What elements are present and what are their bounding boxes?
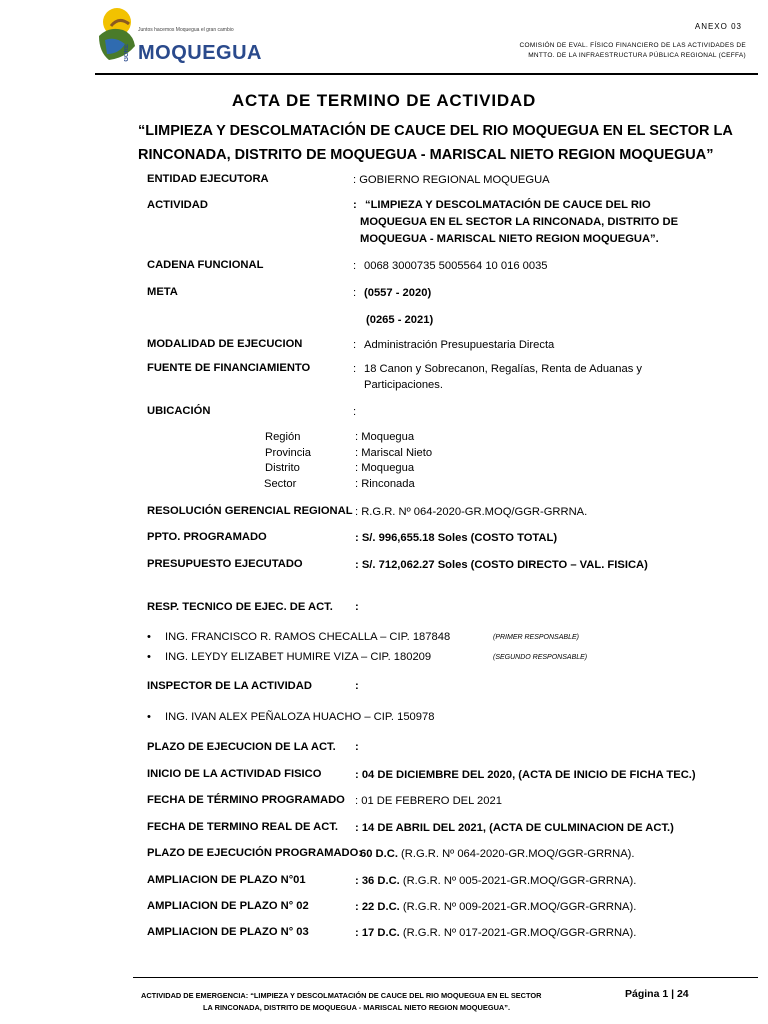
- resp-item-2: [147, 651, 431, 663]
- ppto-label: PPTO. PROGRAMADO: [147, 531, 267, 543]
- document-title: ACTA DE TERMINO DE ACTIVIDAD: [231, 91, 537, 110]
- amp2-days: : 22 D.C.: [355, 901, 400, 913]
- inspector-label: INSPECTOR DE LA ACTIVIDAD: [147, 680, 312, 692]
- inspector-1-name: ING. IVAN ALEX PEÑALOZA HUACHO – CIP. 150978: [165, 711, 435, 723]
- actividad-colon: :: [353, 199, 357, 211]
- region-value: : Moquegua: [355, 431, 415, 443]
- fecha-prog-label: FECHA DE TÉRMINO PROGRAMADO: [147, 794, 345, 806]
- amp2-label: AMPLIACION DE PLAZO N° 02: [147, 900, 309, 912]
- distrito-value: : Moquegua: [355, 462, 415, 474]
- footer-line-2: LA RINCONADA, DISTRITO DE MOQUEGUA - MARISCAL NIETO REGION MOQUEGUA”.: [203, 1003, 510, 1012]
- meta-colon: :: [353, 287, 357, 299]
- fuente-colon: :: [353, 363, 357, 375]
- cadena-label: CADENA FUNCIONAL: [147, 259, 264, 271]
- amp1-ref: (R.G.R. Nº 005-2021-GR.MOQ/GGR-GRRNA).: [402, 875, 637, 887]
- plazo-prog-value: [360, 846, 635, 862]
- region-label: Región: [265, 431, 301, 443]
- comision-line-2: MNTTO. DE LA INFRAESTRUCTURA PÚBLICA REGIONAL (CEFFA): [528, 52, 746, 59]
- resp-colon: :: [355, 601, 359, 613]
- inicio-value: : 04 DE DICIEMBRE DEL 2020, (ACTA DE INICIO DE FICHA TEC.): [355, 769, 696, 781]
- meta-label: META: [147, 286, 178, 298]
- meta-value-1: (0557 - 2020): [364, 287, 432, 299]
- comision-line-1: COMISIÓN DE EVAL. FÍSICO FINANCIERO DE LAS ACTIVIDADES DE: [519, 42, 746, 49]
- document-subtitle: “LIMPIEZA Y DESCOLMATACIÓN DE CAUCE DEL RIO MOQUEGUA EN EL SECTOR LA RINCONADA, DISTRITO DE MOQUEGUA - MARISCAL NIETO REGION MOQUEGUA”: [138, 123, 733, 163]
- sector-value: : Rinconada: [355, 478, 415, 490]
- provincia-value: : Mariscal Nieto: [355, 447, 433, 459]
- cadena-value: 0068 3000735 5005564 10 016 0035: [364, 260, 548, 272]
- inspector-item-1: [147, 711, 434, 723]
- resp-item-1: [147, 631, 450, 643]
- resp-2-note: (SEGUNDO RESPONSABLE): [493, 654, 588, 661]
- bullet-icon: •: [147, 651, 151, 663]
- amp1-days: : 36 D.C.: [355, 875, 400, 887]
- actividad-value: “LIMPIEZA Y DESCOLMATACIÓN DE CAUCE DEL RIO MOQUEGUA EN EL SECTOR LA RINCONADA, DISTRITO DE MOQUEGUA - MARISCAL NIETO REGION MOQUEGUA”.: [360, 199, 679, 245]
- modalidad-colon: :: [353, 339, 357, 351]
- fecha-prog-value: : 01 DE FEBRERO DEL 2021: [355, 795, 502, 807]
- resolucion-value: : R.G.R. Nº 064-2020-GR.MOQ/GGR-GRRNA.: [355, 506, 588, 518]
- fecha-real-label: FECHA DE TERMINO REAL DE ACT.: [147, 821, 339, 833]
- bullet-icon: •: [147, 631, 151, 643]
- resp-1-name: ING. FRANCISCO R. RAMOS CHECALLA – CIP. 187848: [165, 631, 451, 643]
- resp-1-note: (PRIMER RESPONSABLE): [493, 634, 579, 641]
- plazo-label: PLAZO DE EJECUCION DE LA ACT.: [147, 741, 336, 753]
- actividad-label: ACTIVIDAD: [147, 199, 208, 211]
- resp-2-name: ING. LEYDY ELIZABET HUMIRE VIZA – CIP. 180209: [165, 651, 432, 663]
- modalidad-label: MODALIDAD DE EJECUCION: [147, 338, 303, 350]
- ppto-value: : S/. 996,655.18 Soles (COSTO TOTAL): [355, 532, 558, 544]
- bullet-icon: •: [147, 711, 151, 723]
- meta-value-2: (0265 - 2021): [366, 314, 434, 326]
- inspector-colon: :: [355, 680, 359, 692]
- comision-header: [520, 41, 746, 61]
- presupuesto-label: PRESUPUESTO EJECUTADO: [147, 558, 303, 570]
- provincia-label: Provincia: [265, 447, 312, 459]
- anexo-label: ANEXO 03: [694, 22, 742, 31]
- plazo-prog-ref: (R.G.R. Nº 064-2020-GR.MOQ/GGR-GRRNA).: [401, 848, 635, 860]
- header-divider: [95, 73, 758, 75]
- footer-divider: [133, 977, 758, 978]
- presupuesto-value: : S/. 712,062.27 Soles (COSTO DIRECTO – VAL. FISICA): [355, 559, 648, 571]
- amp3-value: [355, 925, 636, 941]
- fecha-real-value: : 14 DE ABRIL DEL 2021, (ACTA DE CULMINACION DE ACT.): [355, 822, 674, 834]
- footer-line-1: ACTIVIDAD DE EMERGENCIA: “LIMPIEZA Y DESCOLMATACIÓN DE CAUCE DEL RIO MOQUEGUA EN EL SECTOR: [141, 991, 542, 1000]
- modalidad-value: Administración Presupuestaria Directa: [364, 339, 555, 351]
- amp1-value: [355, 873, 636, 889]
- amp3-label: AMPLIACION DE PLAZO N° 03: [147, 926, 309, 938]
- fuente-label: FUENTE DE FINANCIAMIENTO: [147, 362, 311, 374]
- resp-label: RESP. TECNICO DE EJEC. DE ACT.: [147, 601, 333, 613]
- sector-label: Sector: [264, 478, 297, 490]
- amp2-value: [355, 899, 636, 915]
- resolucion-label: RESOLUCIÓN GERENCIAL REGIONAL: [147, 505, 353, 517]
- cadena-colon: :: [353, 260, 357, 272]
- footer-text: [141, 990, 542, 1014]
- amp2-ref: (R.G.R. Nº 009-2021-GR.MOQ/GGR-GRRNA).: [402, 901, 637, 913]
- amp1-label: AMPLIACION DE PLAZO N°01: [147, 874, 306, 886]
- ubicacion-label: UBICACIÓN: [147, 405, 211, 417]
- fuente-value-1: 18 Canon y Sobrecanon, Regalías, Renta de Aduanas y: [364, 363, 643, 375]
- page-number: Página 1 | 24: [625, 988, 689, 1000]
- amp3-days: : 17 D.C.: [355, 927, 400, 939]
- logo-gore-text: GORE: [124, 44, 130, 62]
- plazo-colon: :: [355, 741, 359, 753]
- amp3-ref: (R.G.R. Nº 017-2021-GR.MOQ/GGR-GRRNA).: [402, 927, 637, 939]
- fuente-value-2: Participaciones.: [364, 379, 443, 391]
- plazo-prog-days: 60 D.C.: [360, 848, 398, 860]
- ubicacion-value: :: [353, 406, 357, 418]
- distrito-label: Distrito: [265, 462, 300, 474]
- logo-tagline: Juntos hacemos Moquegua el gran cambio: [138, 27, 234, 33]
- plazo-prog-label: PLAZO DE EJECUCIÓN PROGRAMADO:: [147, 847, 363, 859]
- logo-name: MOQUEGUA: [138, 42, 262, 64]
- inicio-label: INICIO DE LA ACTIVIDAD FISICO: [147, 768, 322, 780]
- entidad-label: ENTIDAD EJECUTORA: [147, 173, 269, 185]
- entidad-value: : GOBIERNO REGIONAL MOQUEGUA: [353, 174, 550, 186]
